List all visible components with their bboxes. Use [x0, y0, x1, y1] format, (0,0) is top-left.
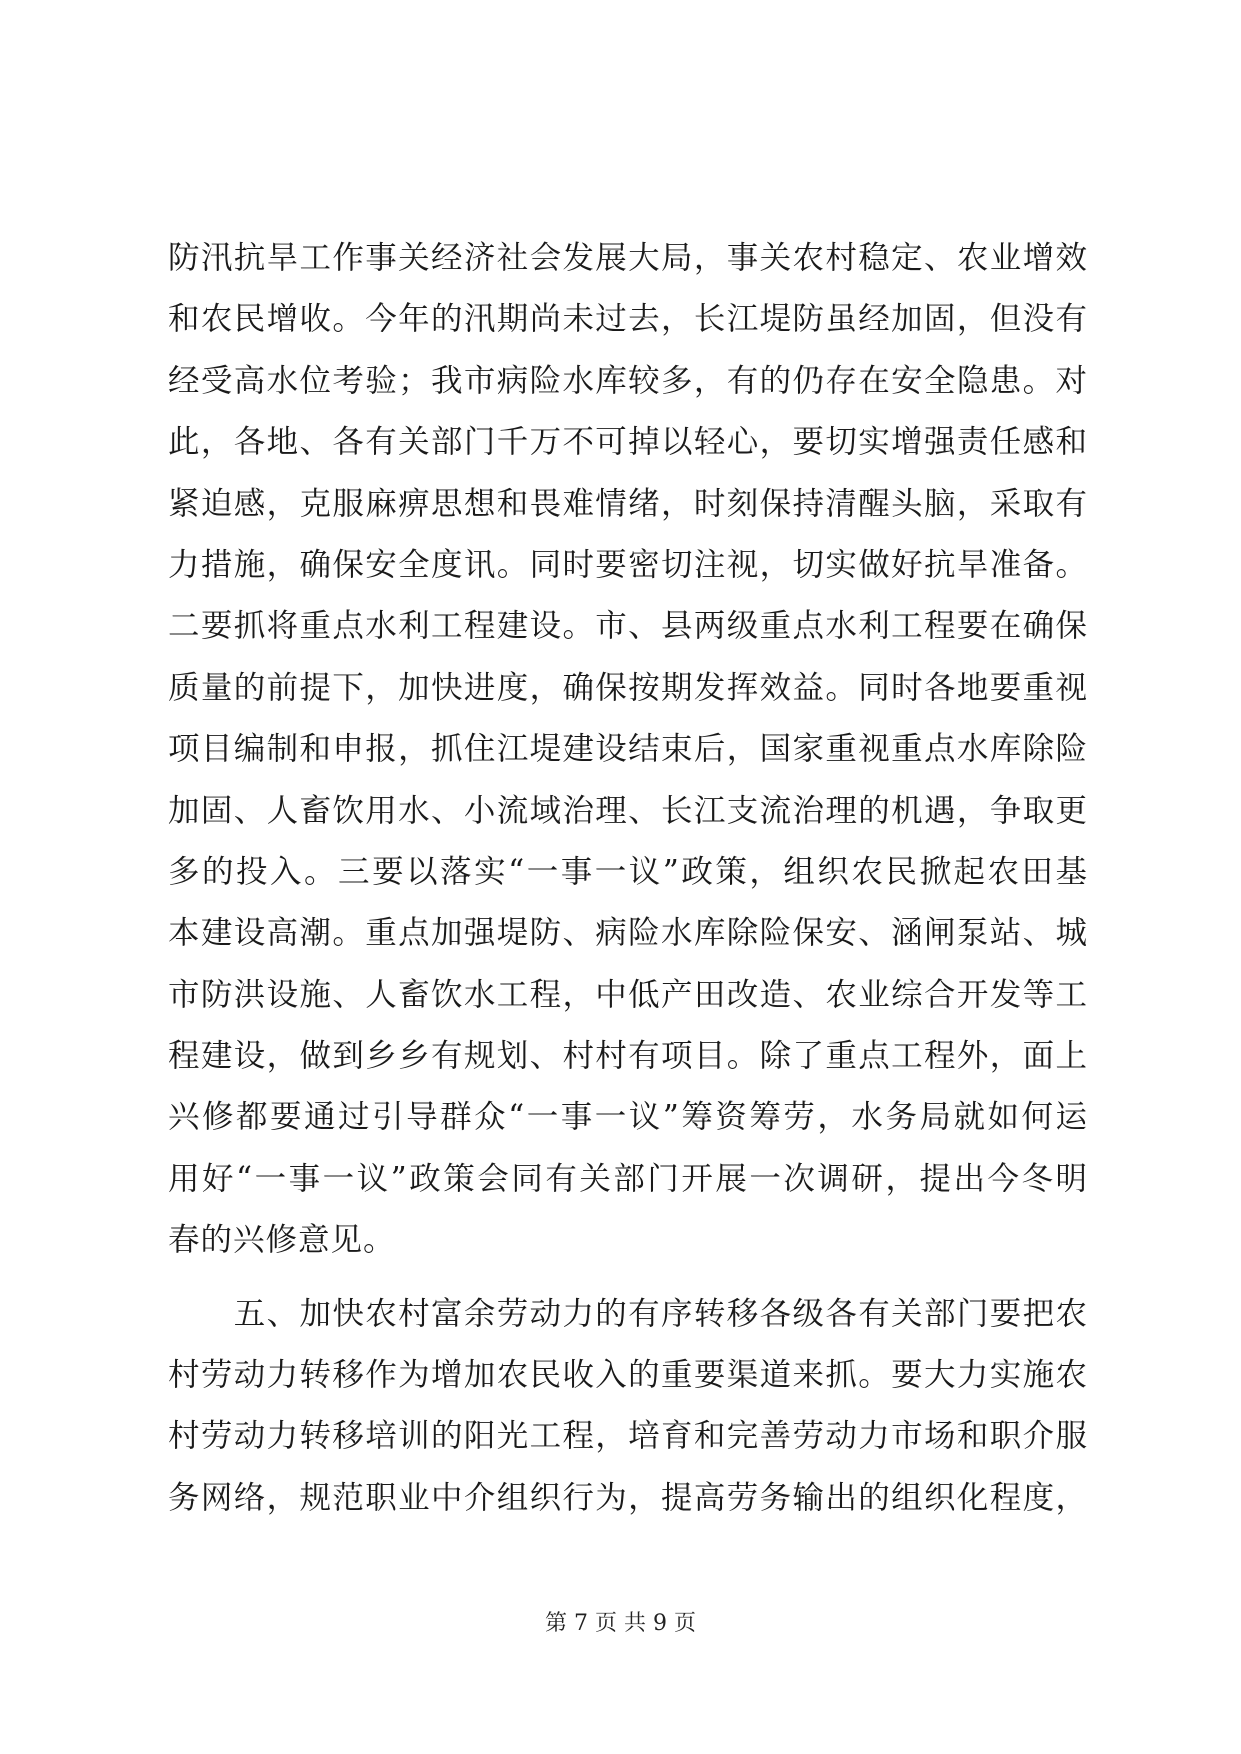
text-line: 兴修都要通过引导群众“一事一议”筹资筹劳，水务局就如何运	[168, 1099, 1088, 1136]
text-line: 力措施，确保安全度讯。同时要密切注视，切实做好抗旱准备。	[168, 546, 1088, 583]
text-line: 和农民增收。今年的汛期尚未过去，长江堤防虽经加固，但没有	[168, 301, 1088, 338]
page-number-footer: 第 7 页 共 9 页	[545, 1611, 696, 1636]
text-line: 程建设，做到乡乡有规划、村村有项目。除了重点工程外，面上	[168, 1038, 1088, 1075]
text-line: 项目编制和申报，抓住江堤建设结束后，国家重视重点水库除险	[168, 731, 1088, 768]
text-line: 用好“一事一议”政策会同有关部门开展一次调研，提出今冬明	[168, 1160, 1088, 1197]
text-line: 村劳动力转移培训的阳光工程，培育和完善劳动力市场和职介服	[168, 1418, 1088, 1455]
text-line: 加固、人畜饮用水、小流域治理、长江支流治理的机遇，争取更	[168, 792, 1088, 829]
text-line: 经受高水位考验；我市病险水库较多，有的仍存在安全隐患。对	[168, 362, 1088, 399]
text-line: 务网络，规范职业中介组织行为，提高劳务输出的组织化程度，	[168, 1479, 1088, 1516]
text-line: 质量的前提下，加快进度，确保按期发挥效益。同时各地要重视	[168, 669, 1088, 706]
paragraph-1	[168, 228, 1088, 1272]
text-line: 五、加快农村富余劳动力的有序转移各级各有关部门要把农	[168, 1295, 1088, 1332]
body-text	[168, 228, 1088, 1529]
text-line: 多的投入。三要以落实“一事一议”政策，组织农民掀起农田基	[168, 853, 1088, 890]
text-line: 防汛抗旱工作事关经济社会发展大局，事关农村稳定、农业增效	[168, 240, 1088, 276]
text-line: 市防洪设施、人畜饮水工程，中低产田改造、农业综合开发等工	[168, 976, 1088, 1013]
text-line: 本建设高潮。重点加强堤防、病险水库除险保安、涵闸泵站、城	[168, 915, 1088, 952]
text-line: 春的兴修意见。	[168, 1222, 396, 1259]
paragraph-gap	[168, 1272, 1088, 1284]
text-line: 紧迫感，克服麻痹思想和畏难情绪，时刻保持清醒头脑，采取有	[168, 485, 1088, 522]
paragraph-2	[168, 1284, 1088, 1530]
text-line: 此，各地、各有关部门千万不可掉以轻心，要切实增强责任感和	[168, 424, 1088, 461]
text-line: 村劳动力转移作为增加农民收入的重要渠道来抓。要大力实施农	[168, 1357, 1088, 1394]
text-line: 二要抓将重点水利工程建设。市、县两级重点水利工程要在确保	[168, 608, 1088, 645]
